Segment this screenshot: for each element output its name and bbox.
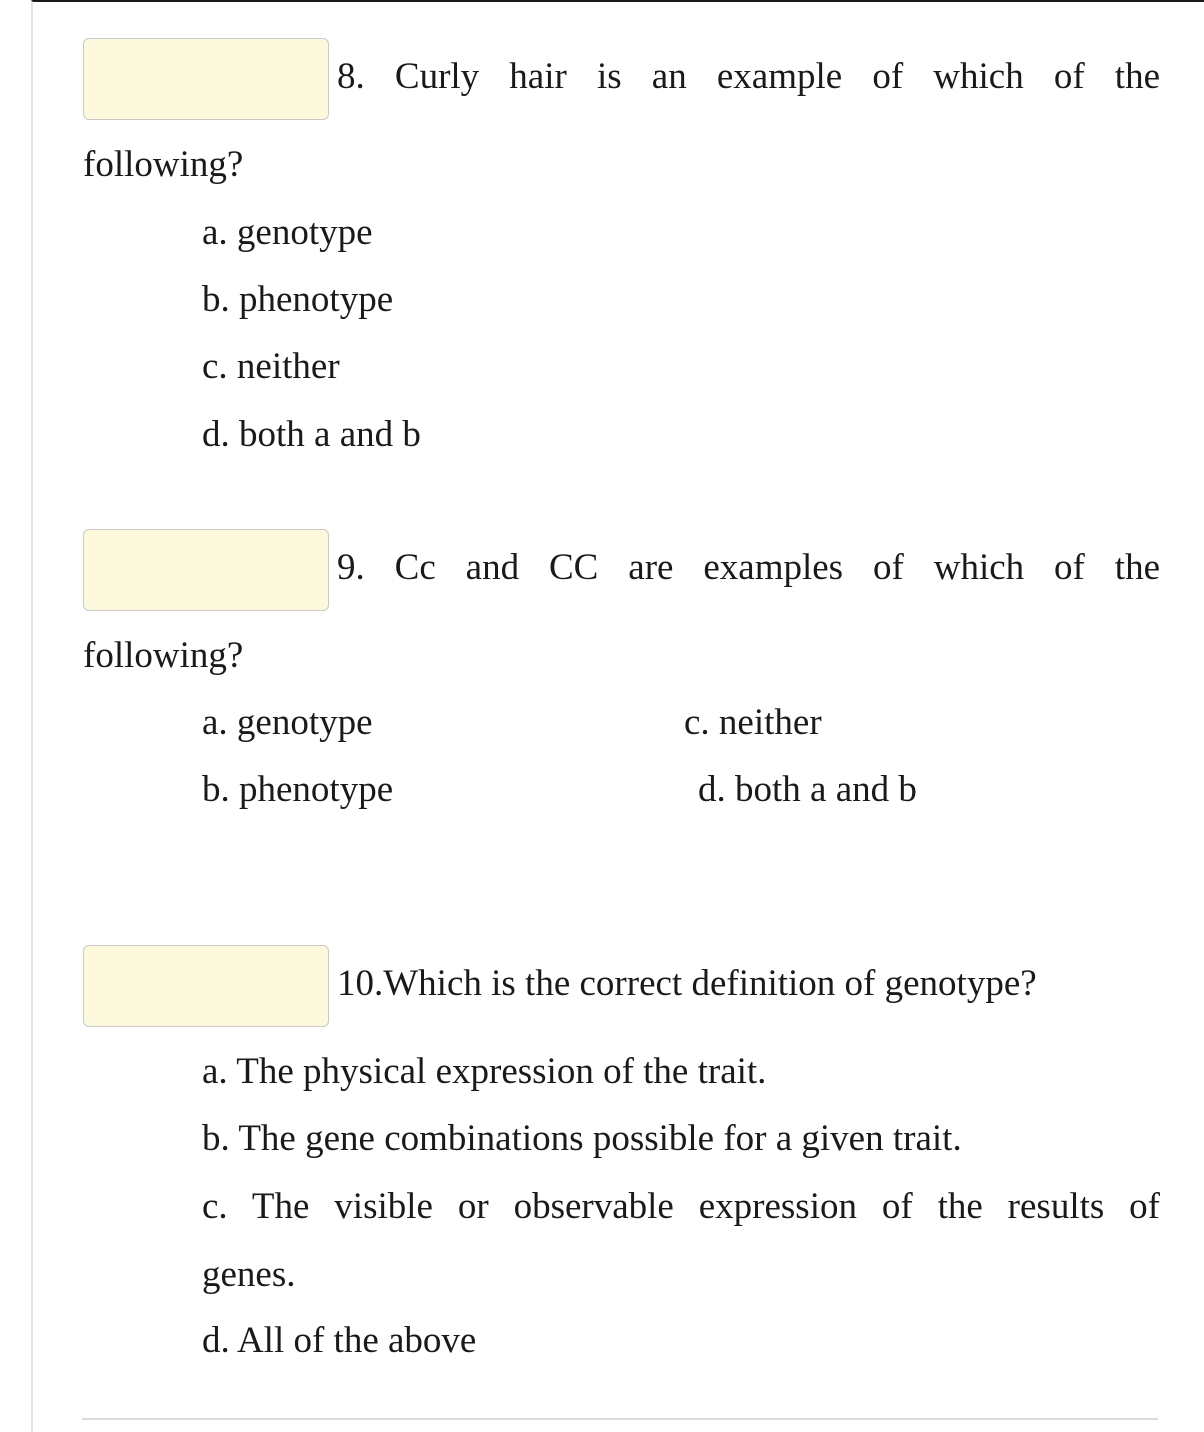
answer-box-q9[interactable]: [83, 529, 329, 611]
bottom-divider: [82, 1418, 1158, 1420]
q9-option-c: c. neither: [684, 702, 822, 743]
q10-option-a: a. The physical expression of the trait.: [202, 1051, 767, 1092]
q9-option-d: d. both a and b: [698, 769, 917, 810]
question-10-text: 10.Which is the correct definition of genotype?: [337, 963, 1037, 1004]
q9-option-a: a. genotype: [202, 702, 373, 743]
q8-option-b: b. phenotype: [202, 279, 394, 320]
question-8-text: 8. Curly hair is an example of which of the: [337, 56, 1160, 97]
answer-box-q8[interactable]: [83, 38, 329, 120]
q8-option-c: c. neither: [202, 346, 340, 387]
question-9-text: 9. Cc and CC are examples of which of the: [337, 547, 1160, 588]
question-9-text-continued: following?: [83, 635, 244, 676]
q10-option-c-continued: genes.: [202, 1254, 296, 1295]
answer-box-q10[interactable]: [83, 945, 329, 1027]
q10-option-d: d. All of the above: [202, 1320, 477, 1361]
question-8-text-continued: following?: [83, 144, 244, 185]
q10-option-b: b. The gene combinations possible for a given trait.: [202, 1118, 962, 1159]
q8-option-d: d. both a and b: [202, 414, 421, 455]
q10-option-c: c. The visible or observable expression of the results of: [202, 1186, 1160, 1227]
q8-option-a: a. genotype: [202, 212, 373, 253]
q9-option-b: b. phenotype: [202, 769, 394, 810]
